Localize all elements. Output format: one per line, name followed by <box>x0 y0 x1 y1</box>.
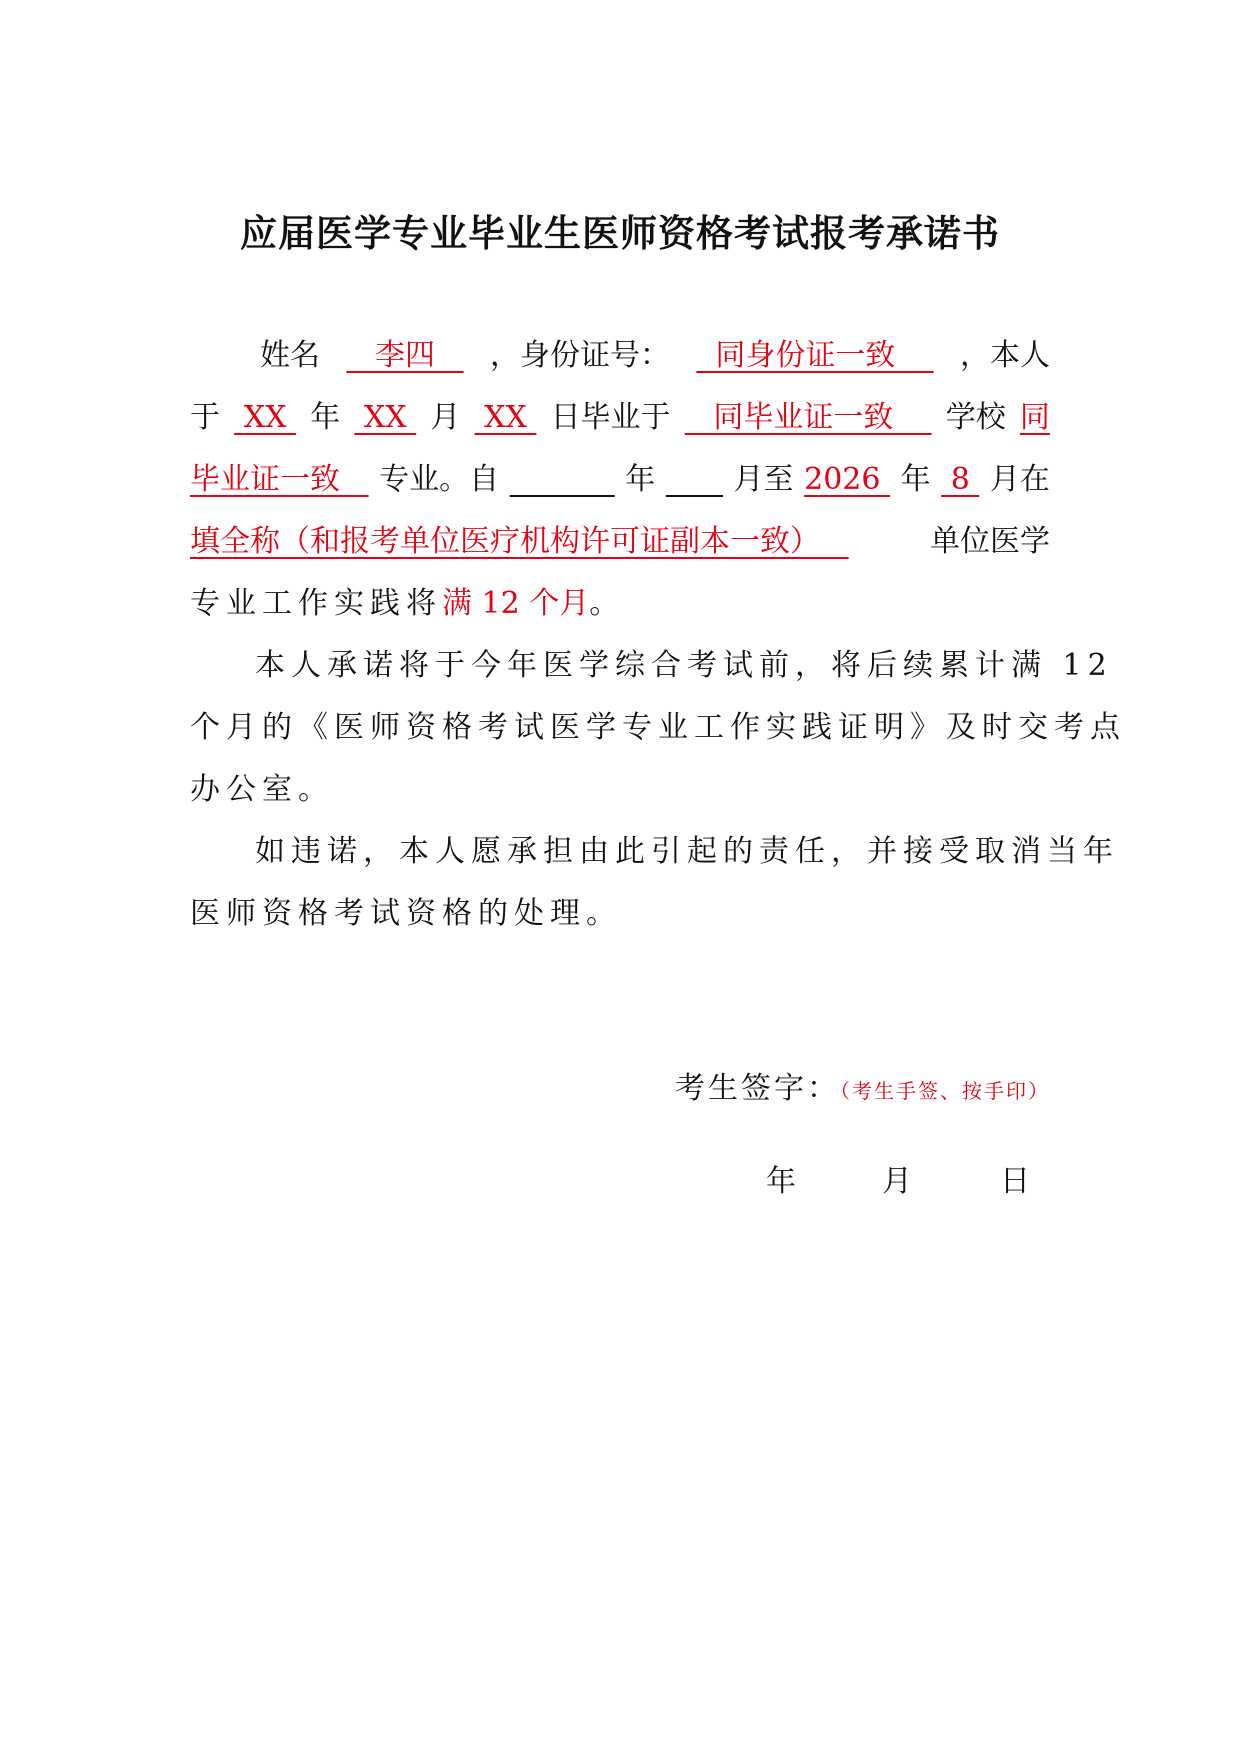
start-year-blank <box>510 453 615 507</box>
date-year-label: 年 <box>766 1164 796 1199</box>
p1-line5-end: 。 <box>589 586 620 621</box>
p1-line1 <box>190 329 1050 383</box>
end-year-value: 2026 <box>804 462 881 497</box>
unit-value: 填全称（和报考单位医疗机构许可证副本一致） <box>190 524 820 559</box>
p1-line5-text: 专业工作实践将 <box>190 586 442 621</box>
signature-label: 考生签字： <box>675 1071 840 1106</box>
p1-line2 <box>190 391 1050 445</box>
grad-day-label: 日毕业于 <box>550 400 671 435</box>
major-label: 专业。自 <box>379 462 500 497</box>
grad-day-value: XX <box>484 400 527 435</box>
school-value: 同毕业证一致 <box>713 400 894 435</box>
p3-line1: 如违诺，本人愿承担由此引起的责任，并接受取消当年 <box>255 834 1119 869</box>
p3-line2: 医师资格考试资格的处理。 <box>190 896 622 931</box>
id-value: 同身份证一致 <box>715 338 896 373</box>
grad-year-value: XX <box>243 400 287 435</box>
grad-month-label: 月 <box>430 400 461 435</box>
end-month-label: 月在 <box>989 462 1050 497</box>
p1-line3 <box>190 453 1050 507</box>
id-label: ，身份证号： <box>489 338 670 373</box>
grad-year-label: 年 <box>310 400 341 435</box>
p1-line1-tail: ，本人 <box>959 338 1050 373</box>
start-month-label: 月至 <box>733 462 794 497</box>
name-label: 姓名 <box>260 338 320 373</box>
document-title: 应届医学专业毕业生医师资格考试报考承诺书 <box>240 211 1000 255</box>
unit-label: 单位医学 <box>930 524 1050 559</box>
signature-line <box>675 1062 1050 1116</box>
start-year-label: 年 <box>625 462 656 497</box>
school-label: 学校 <box>945 400 1006 435</box>
signature-hint: （考生手签、按手印） <box>840 1079 1050 1103</box>
date-day-label: 日 <box>1000 1164 1030 1199</box>
p2-line2: 个月的《医师资格考试医学专业工作实践证明》及时交考点 <box>190 710 1126 745</box>
practice-duration: 满 12 个月 <box>442 586 590 621</box>
p2-line3: 办公室。 <box>190 772 334 807</box>
p1-line4 <box>190 515 1050 569</box>
date-month-label: 月 <box>882 1164 912 1199</box>
major-value-end: 毕业证一致 <box>190 462 340 497</box>
name-value: 李四 <box>374 338 435 373</box>
p1-line2-prefix: 于 <box>190 400 220 435</box>
p2-line1: 本人承诺将于今年医学综合考试前，将后续累计满 12 <box>255 648 1113 683</box>
grad-month-value: XX <box>363 400 407 435</box>
end-year-label: 年 <box>900 462 931 497</box>
start-month-blank <box>666 453 723 507</box>
end-month-value: 8 <box>950 462 970 497</box>
p1-line5 <box>190 577 1050 631</box>
major-value-start: 同 <box>1019 400 1050 435</box>
